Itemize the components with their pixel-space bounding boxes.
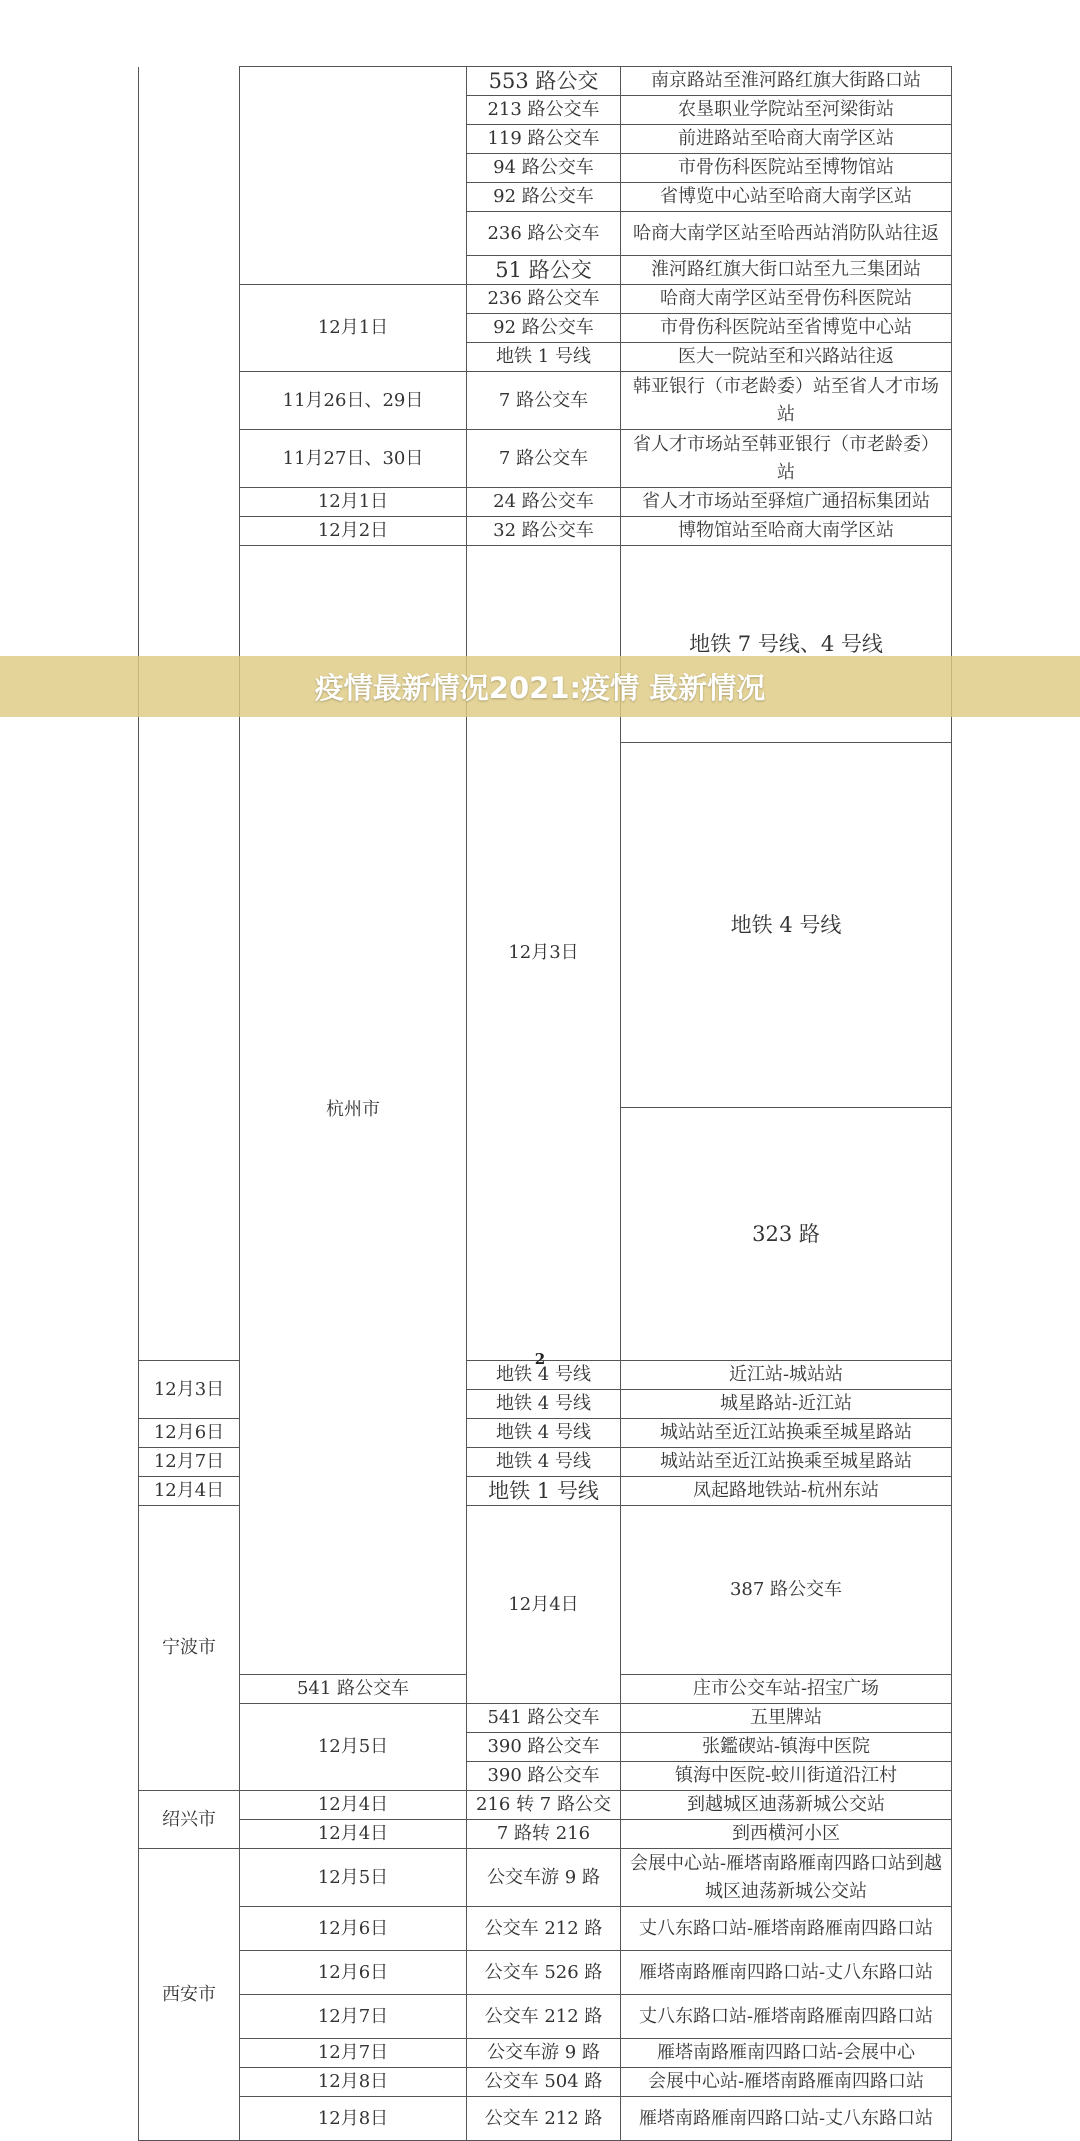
route-cell: 7 路转 216 xyxy=(467,1820,621,1849)
route-cell: 地铁 4 号线 xyxy=(621,743,952,1108)
section-cell: 前进路站至哈商大南学区站 xyxy=(621,125,952,154)
date-cell: 12月4日 xyxy=(139,1477,240,1506)
section-cell: 凤起路地铁站-杭州东站 xyxy=(621,1477,952,1506)
section-cell: 张鑑碶站-镇海中医院 xyxy=(621,1733,952,1762)
date-cell: 12月7日 xyxy=(240,1995,467,2039)
route-cell: 地铁 1 号线 xyxy=(467,343,621,372)
date-cell: 12月7日 xyxy=(240,2039,467,2068)
table-row xyxy=(139,517,952,546)
date-cell: 12月3日 xyxy=(467,546,621,1361)
route-cell: 236 路公交车 xyxy=(467,212,621,256)
section-cell: 淮河路红旗大街口站至九三集团站 xyxy=(621,256,952,285)
date-cell: 12月6日 xyxy=(139,1419,240,1448)
date-cell: 12月6日 xyxy=(240,1907,467,1951)
route-cell: 216 转 7 路公交 xyxy=(467,1791,621,1820)
table-row xyxy=(139,1820,952,1849)
date-cell: 12月8日 xyxy=(240,2068,467,2097)
date-cell: 11月27日、30日 xyxy=(240,430,467,488)
route-cell: 7 路公交车 xyxy=(467,430,621,488)
date-cell: 11月26日、29日 xyxy=(240,372,467,430)
section-cell: 丈八东路口站-雁塔南路雁南四路口站 xyxy=(621,1907,952,1951)
date-cell: 12月1日 xyxy=(240,285,467,372)
section-cell: 韩亚银行（市老龄委）站至省人才市场站 xyxy=(621,372,952,430)
section-cell: 农垦职业学院站至河梁街站 xyxy=(621,96,952,125)
route-cell: 51 路公交 xyxy=(467,256,621,285)
page-number: 2 xyxy=(534,1350,546,1368)
banner-title: 疫情最新情况2021:疫情 最新情况 xyxy=(314,671,766,705)
date-cell: 12月2日 xyxy=(240,517,467,546)
route-cell: 213 路公交车 xyxy=(467,96,621,125)
section-cell: 省人才市场站至驿煊广通招标集团站 xyxy=(621,488,952,517)
route-cell: 公交车 212 路 xyxy=(467,1907,621,1951)
section-cell: 城站站至近江站换乘至城星路站 xyxy=(621,1448,952,1477)
route-cell: 公交车 504 路 xyxy=(467,2068,621,2097)
date-cell: 12月7日 xyxy=(139,1448,240,1477)
route-cell: 地铁 4 号线 xyxy=(467,1361,621,1390)
table-row xyxy=(139,67,952,96)
section-cell: 五里牌站 xyxy=(621,1704,952,1733)
route-cell: 92 路公交车 xyxy=(467,314,621,343)
route-cell: 地铁 4 号线 xyxy=(467,1448,621,1477)
section-cell: 到西横河小区 xyxy=(621,1820,952,1849)
table-row xyxy=(139,285,952,314)
section-cell: 城站站至近江站换乘至城星路站 xyxy=(621,1419,952,1448)
date-cell: 12月4日 xyxy=(240,1791,467,1820)
date-cell: 12月5日 xyxy=(240,1704,467,1791)
route-cell: 公交车 212 路 xyxy=(467,2097,621,2141)
city-cell: 西安市 xyxy=(139,1849,240,2141)
route-cell: 地铁 4 号线 xyxy=(467,1419,621,1448)
table-row xyxy=(139,430,952,488)
section-cell: 会展中心站-雁塔南路雁南四路口站 xyxy=(621,2068,952,2097)
date-cell: 12月4日 xyxy=(240,1820,467,1849)
date-cell xyxy=(240,67,467,285)
table-row xyxy=(139,488,952,517)
table-row xyxy=(139,1907,952,1951)
section-cell: 雁塔南路雁南四路口站-丈八东路口站 xyxy=(621,1951,952,1995)
route-cell: 390 路公交车 xyxy=(467,1733,621,1762)
section-cell: 庄市公交车站-招宝广场 xyxy=(621,1675,952,1704)
route-cell: 地铁 1 号线 xyxy=(467,1477,621,1506)
route-cell: 541 路公交车 xyxy=(467,1704,621,1733)
table-row xyxy=(139,372,952,430)
route-cell: 公交车 212 路 xyxy=(467,1995,621,2039)
section-cell: 市骨伤科医院站至省博览中心站 xyxy=(621,314,952,343)
route-cell: 地铁 4 号线 xyxy=(467,1390,621,1419)
route-cell: 92 路公交车 xyxy=(467,183,621,212)
route-cell: 公交车 526 路 xyxy=(467,1951,621,1995)
table-row xyxy=(139,2039,952,2068)
date-cell: 12月1日 xyxy=(240,488,467,517)
section-cell: 医大一院站至和兴路站往返 xyxy=(621,343,952,372)
section-cell: 省博览中心站至哈商大南学区站 xyxy=(621,183,952,212)
route-cell: 公交车游 9 路 xyxy=(467,2039,621,2068)
route-cell: 94 路公交车 xyxy=(467,154,621,183)
route-cell: 323 路 xyxy=(621,1108,952,1361)
section-cell: 近江站-城站站 xyxy=(621,1361,952,1390)
route-cell: 24 路公交车 xyxy=(467,488,621,517)
table-row xyxy=(139,1995,952,2039)
date-cell: 12月4日 xyxy=(467,1506,621,1704)
section-cell: 城星路站-近江站 xyxy=(621,1390,952,1419)
date-cell: 12月5日 xyxy=(240,1849,467,1907)
section-cell: 哈商大南学区站至骨伤科医院站 xyxy=(621,285,952,314)
date-cell: 12月8日 xyxy=(240,2097,467,2141)
table-row xyxy=(139,1791,952,1820)
route-cell: 119 路公交车 xyxy=(467,125,621,154)
route-cell: 236 路公交车 xyxy=(467,285,621,314)
section-cell: 雁塔南路雁南四路口站-会展中心 xyxy=(621,2039,952,2068)
route-cell: 公交车游 9 路 xyxy=(467,1849,621,1907)
date-cell: 12月3日 xyxy=(139,1361,240,1419)
section-cell: 到越城区迪荡新城公交站 xyxy=(621,1791,952,1820)
route-cell: 387 路公交车 xyxy=(621,1506,952,1675)
route-cell: 7 路公交车 xyxy=(467,372,621,430)
table-row xyxy=(139,1951,952,1995)
section-cell: 市骨伤科医院站至博物馆站 xyxy=(621,154,952,183)
section-cell: 省人才市场站至韩亚银行（市老龄委）站 xyxy=(621,430,952,488)
section-cell: 雁塔南路雁南四路口站-丈八东路口站 xyxy=(621,2097,952,2141)
section-cell: 哈商大南学区站至哈西站消防队站往返 xyxy=(621,212,952,256)
title-banner xyxy=(0,656,1080,717)
city-cell: 宁波市 xyxy=(139,1506,240,1791)
route-cell: 553 路公交 xyxy=(467,67,621,96)
table-row xyxy=(139,1704,952,1733)
date-cell: 12月6日 xyxy=(240,1951,467,1995)
section-cell: 博物馆站至哈商大南学区站 xyxy=(621,517,952,546)
section-cell: 镇海中医院-蛟川街道沿江村 xyxy=(621,1762,952,1791)
table-row xyxy=(139,1849,952,1907)
route-cell: 32 路公交车 xyxy=(467,517,621,546)
table-row xyxy=(139,2068,952,2097)
city-cell: 杭州市 xyxy=(240,546,467,1675)
section-cell: 会展中心站-雁塔南路雁南四路口站到越城区迪荡新城公交站 xyxy=(621,1849,952,1907)
route-cell: 390 路公交车 xyxy=(467,1762,621,1791)
city-cell: 绍兴市 xyxy=(139,1791,240,1849)
table-row xyxy=(139,2097,952,2141)
section-cell: 丈八东路口站-雁塔南路雁南四路口站 xyxy=(621,1995,952,2039)
route-table xyxy=(138,66,952,2141)
route-cell: 地铁 7 号线、4 号线 xyxy=(621,546,952,743)
section-cell: 南京路站至淮河路红旗大街路口站 xyxy=(621,67,952,96)
route-cell: 541 路公交车 xyxy=(240,1675,467,1704)
